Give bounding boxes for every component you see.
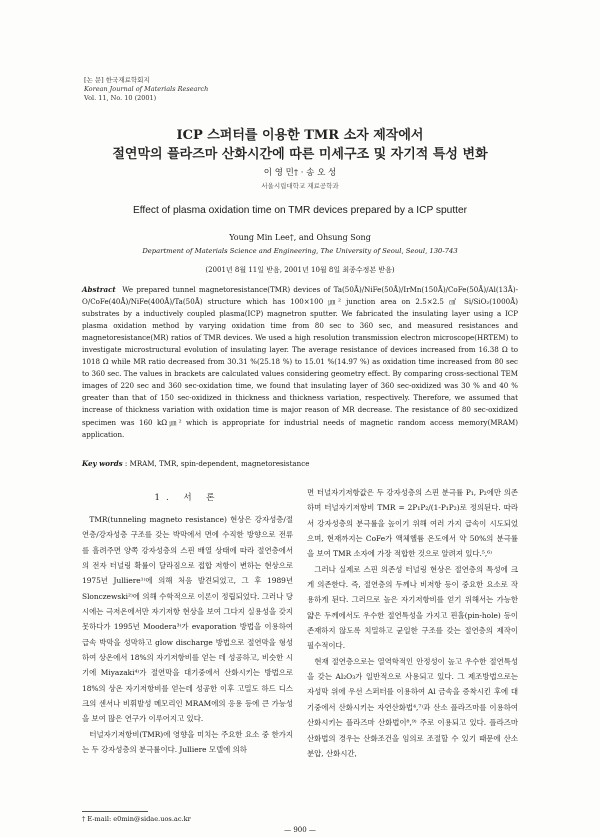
right-paragraph: 현재 절연층으로는 열역학적인 안정성이 높고 우수한 절연특성을 갖는 Al₂O₃가 일반적으로 사용되고 있다. 그 제조방법으로는 자성막 위에 우선 스퍼터를 이용하여 Al 금속을 증착시킨 후에 대기중에서 산화시키는 자연산화법⁴,⁷⁾과 산소 플라즈마를 이용하여 산화시키는 플라즈마 산화법이⁸,⁹⁾ 주로 이용되고 있다. 플라즈마 산화법의 경우는 산화조건을 임의로 조절할 수 있기 때문에 산소분압, 산화시간, <box>307 656 518 758</box>
keywords-text: : MRAM, TMR, spin-dependent, magnetoresistance <box>124 459 310 468</box>
journal-header-line-2: Korean Journal of Materials Research <box>84 85 209 93</box>
english-affiliation: Department of Materials Science and Engineering, The University of Seoul, Seoul, 130-743 <box>142 247 458 255</box>
keywords-label: Key words <box>82 459 123 468</box>
abstract-text: We prepared tunnel magnetoresistance(TMR) devices of Ta(50Å)/NiFe(50Å)/IrMn(150Å)/CoFe(50Å)/Al(13Å)-O/CoFe(40Å)/NiFe(400Å)/Ta(50Å) structure which has 100×100 ㎛² junction area on 2.5×2.5 ㎠ Si/SiO₂(1000Å) substrates by a inductively coupled plasma(ICP) magnetron sputter. We fabricated the insulating layer using a ICP plasma oxidation method by varying oxidation time from 80 sec to 360 sec, and measured resistances and magnetoresistance(MR) ratios of TMR devices. We used a high resolution transmission electron microscope(HRTEM) to investigate microstructural evolution of insulating layer. The average resistance of devices increased from 16.38 Ω to 1018 Ω while MR ratio decreased from 30.31 %(25.18 %) to 15.01 %(14.97 %) as oxidation time increased from 80 sec to 360 sec. The values in brackets are calculated values considering geometry effect. By comparing cross-sectional TEM images of 220 sec and 360 sec-oxidation time, we found that insulating layer of 360 sec-oxidized was 30 % and 40 % greater than that of 150 sec-oxidized in thickness and thickness variation, respectively. Therefore, we assumed that increase of thickness variation with oxidation time is major reason of MR decrease. The resistance of 80 sec-oxidized specimen was 160 kΩ㎛² which is appropriate for industrial needs of magnetic random access memory(MRAM) application. <box>82 285 518 439</box>
right-column <box>307 485 518 761</box>
footnote-email: † E-mail: e0min@sidae.uos.ac.kr <box>82 815 191 823</box>
section-title-introduction: 1. 서 론 <box>154 493 221 503</box>
korean-affiliation: 서울시립대학교 재료공학과 <box>261 182 339 190</box>
received-dates: (2001년 8월 11일 받음, 2001년 10월 8일 최종수정본 받음) <box>205 266 395 274</box>
abstract <box>82 284 518 441</box>
abstract-label: Abstract <box>82 285 116 294</box>
english-authors: Young Min Lee†, and Ohsung Song <box>229 233 371 242</box>
korean-title-line-2: 절연막의 플라즈마 산화시간에 따른 미세구조 및 자기적 특성 변화 <box>112 147 488 162</box>
right-paragraph: 그러나 실제로 스핀 의존성 터널링 현상은 절연층의 특성에 크게 의존한다. 즉, 절연층의 두께나 비저항 등이 중요한 요소로 작용하게 된다. 그러므로 높은 자기저항비를 얻기 위해서는 가능한 얇은 두께에서도 우수한 절연특성을 가지고 핀홀(pin-hole) 등이 존재하지 않도록 치밀하고 균일한 구조를 갖는 절연층의 제작이 필수적이다. <box>307 564 518 651</box>
english-title: Effect of plasma oxidation time on TMR devices prepared by a ICP sputter <box>132 205 468 216</box>
korean-title-line-1: ICP 스퍼터를 이용한 TMR 소자 제작에서 <box>176 128 424 143</box>
journal-header-line-3: Vol. 11, No. 10 (2001) <box>84 94 157 102</box>
left-paragraph: 터널자기저항비(TMR)에 영향을 미치는 주요한 요소 중 한가지는 두 강자성층의 분극률이다. Julliere 모델에 의하 <box>82 729 293 755</box>
journal-header <box>84 76 208 103</box>
left-column <box>82 512 293 758</box>
page-number: — 900 — <box>284 826 316 834</box>
keywords <box>82 459 309 468</box>
right-paragraph: 면 터널자기저항값은 두 강자성층의 스핀 분극률 P₁, P₂에만 의존하며 터널자기저항비 TMR = 2P₁P₂/(1-P₁P₂)로 정의된다. 따라서 강자성층의 분극률을 높이기 위해 여러 가지 급속이 시도되었으며, 현재까지는 CoFe가 액체헬륨 온도에서 약 50%의 분극률을 보여 TMR 소자에 가장 적합한 것으로 알려져 있다.⁵,⁶⁾ <box>307 488 518 559</box>
journal-header-line-1: [논 문] 한국재료학회지 <box>84 76 150 84</box>
footnote-divider <box>82 811 148 812</box>
left-paragraph: TMR(tunneling magneto resistance) 현상은 강자성층/절연층/강자성층 구조를 갖는 박막에서 면에 수직한 방향으로 전류를 흘려주면 양쪽 강자성층의 스핀 배열 상태에 따라 절연층에서의 전자 터널링 확률이 달라짐으로 접합 저항이 변하는 현상으로 1975년 Julliere¹⁾에 의해 처음 발견되었고, 그 후 1989년 Slonczewski²⁾에 의해 수학적으로 이론이 정립되었다. 그러나 당시에는 극저온에서만 자기저항 현상을 보여 그다지 실용성을 갖지 못하다가 1995년 Moodera³⁾가 evaporation 방법을 이용하여 급속 박막을 성막하고 glow discharge 방법으로 절연막을 형성하여 상온에서 18%의 자기저항비를 얻는 데 성공하고, 비슷한 시기에 Miyazaki⁴⁾가 절연막을 대기중에서 산화시키는 방법으로 18%의 상온 자기저항비를 얻는데 성공한 이후 고밀도 하드 디스크의 센서나 비휘발성 메모리인 MRAM에의 응용 등에 큰 가능성을 보여 많은 연구가 이루어지고 있다. <box>82 515 293 724</box>
korean-authors: 이 영 민† · 송 오 성 <box>263 168 337 178</box>
